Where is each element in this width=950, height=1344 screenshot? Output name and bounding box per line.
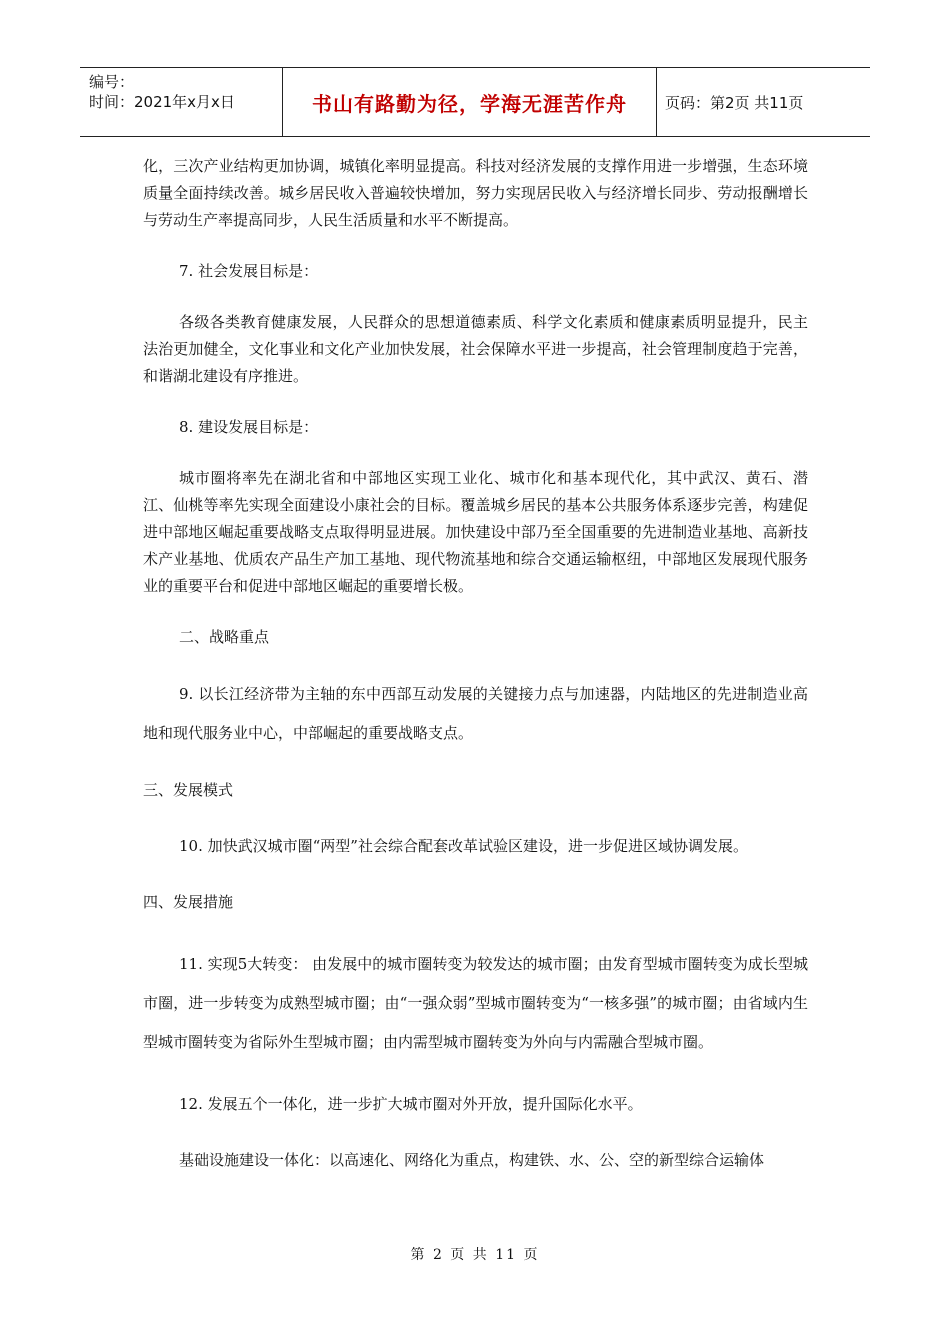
paragraph: 化，三次产业结构更加协调，城镇化率明显提高。科技对经济发展的支撑作用进一步增强，生态环境质量全面持续改善。城乡居民收入普遍较快增加，努力实现居民收入与经济增长同步、劳动报酬增长与劳动生产率提高同步，人民生活质量和水平不断提高。	[143, 157, 808, 229]
document-time-label: 时间：2021年x月x日	[89, 93, 235, 111]
header-divider	[656, 68, 657, 136]
header-meta	[80, 68, 282, 136]
heading-item-8: 8. 建设发展目标是：	[179, 418, 319, 436]
paragraph: 11. 实现5大转变： 由发展中的城市圈转变为较发达的城市圈；由发育型城市圈转变为成长型城市圈，进一步转变为成熟型城市圈；由“一强众弱”型城市圈转变为“一核多强”的城市圈；由省域内生型城市圈转变为省际外生型城市圈；由内需型城市圈转变为外向与内需融合型城市圈。	[143, 955, 808, 1051]
document-body	[143, 153, 808, 1174]
paragraph: 9. 以长江经济带为主轴的东中西部互动发展的关键接力点与加速器，内陆地区的先进制造业高地和现代服务业中心，中部崛起的重要战略支点。	[143, 685, 808, 742]
heading-item-7: 7. 社会发展目标是：	[179, 262, 319, 280]
paragraph: 各级各类教育健康发展，人民群众的思想道德素质、科学文化素质和健康素质明显提升，民主法治更加健全，文化事业和文化产业加快发展，社会保障水平进一步提高，社会管理制度趋于完善，和谐湖北建设有序推进。	[143, 313, 808, 385]
header-motto: 书山有路勤为径，学海无涯苦作舟	[312, 91, 627, 116]
section-heading: 二、战略重点	[179, 628, 270, 646]
document-number-label: 编号：	[89, 73, 135, 91]
paragraph: 城市圈将率先在湖北省和中部地区实现工业化、城市化和基本现代化，其中武汉、黄石、潜江、仙桃等率先实现全面建设小康社会的目标。覆盖城乡居民的基本公共服务体系逐步完善，构建促进中部地区崛起重要战略支点取得明显进展。加快建设中部乃至全国重要的先进制造业基地、高新技术产业基地、优质农产品生产加工基地、现代物流基地和综合交通运输枢纽，中部地区发展现代服务业的重要平台和促进中部地区崛起的重要增长极。	[143, 469, 808, 595]
section-heading: 三、发展模式	[143, 781, 234, 799]
document-header	[80, 67, 870, 137]
paragraph: 基础设施建设一体化：以高速化、网络化为重点，构建铁、水、公、空的新型综合运输体	[179, 1151, 765, 1169]
paragraph: 10. 加快武汉城市圈“两型”社会综合配套改革试验区建设，进一步促进区域协调发展。	[179, 837, 748, 855]
header-page-info: 页码：第2页 共11页	[665, 93, 804, 112]
page-footer: 第 2 页 共 11 页	[410, 1247, 540, 1263]
paragraph: 12. 发展五个一体化，进一步扩大城市圈对外开放，提升国际化水平。	[179, 1095, 643, 1113]
section-heading: 四、发展措施	[143, 893, 234, 911]
